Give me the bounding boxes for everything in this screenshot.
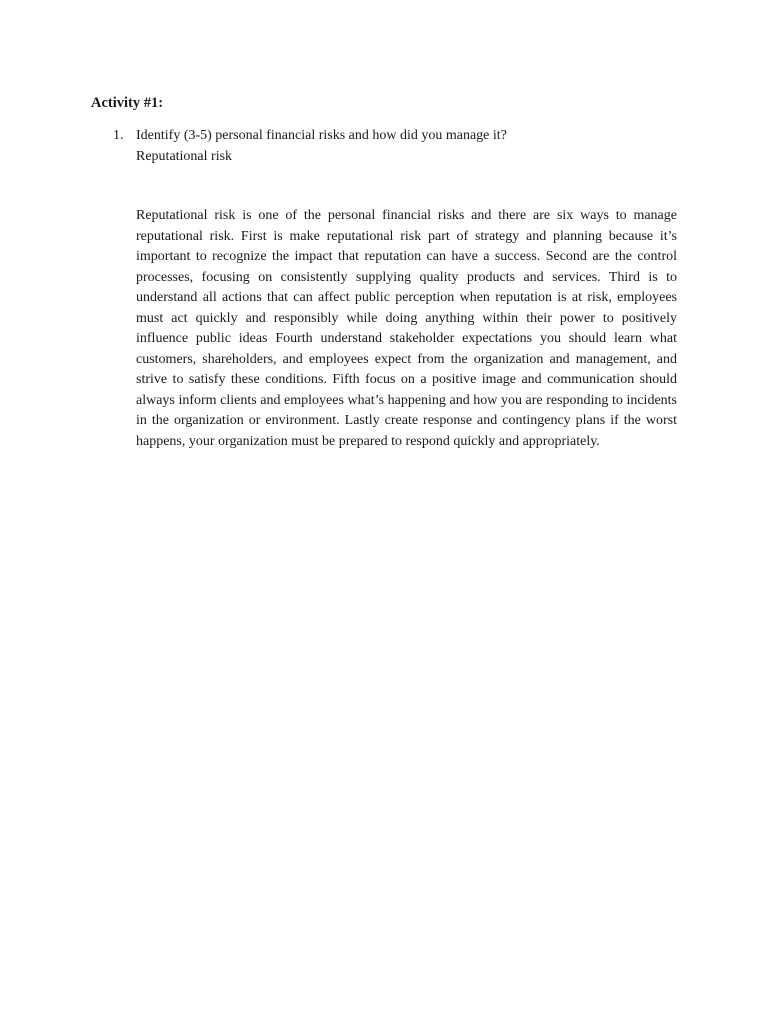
risk-name: Reputational risk: [136, 149, 233, 164]
activity-heading: Activity #1:: [91, 95, 164, 111]
question-text: Identify (3-5) personal financial risks and how did you manage it?: [136, 128, 507, 143]
answer-paragraph: Reputational risk is one of the personal financial risks and there are six ways to manage reputational risk. First is make reputational risk part of strategy and planning because it’s important to recognize the impact that reputation can have a success. Second are the control processes, focusing on consistently supplying quality products and services. Third is to understand all actions that can affect public perception when reputation is at risk, employees must act quickly and responsibly while doing anything within their power to positively influence public ideas Fourth understand stakeholder expectations you should learn what customers, shareholders, and employees expect from the organization and management, and strive to satisfy these conditions. Fifth focus on a positive image and communication should always inform clients and employees what’s happening and how you are responding to incidents in the organization or environment. Lastly create response and contingency plans if the worst happens, your organization must be prepared to respond quickly and appropriately.: [136, 208, 677, 449]
question-number: 1.: [113, 128, 124, 143]
